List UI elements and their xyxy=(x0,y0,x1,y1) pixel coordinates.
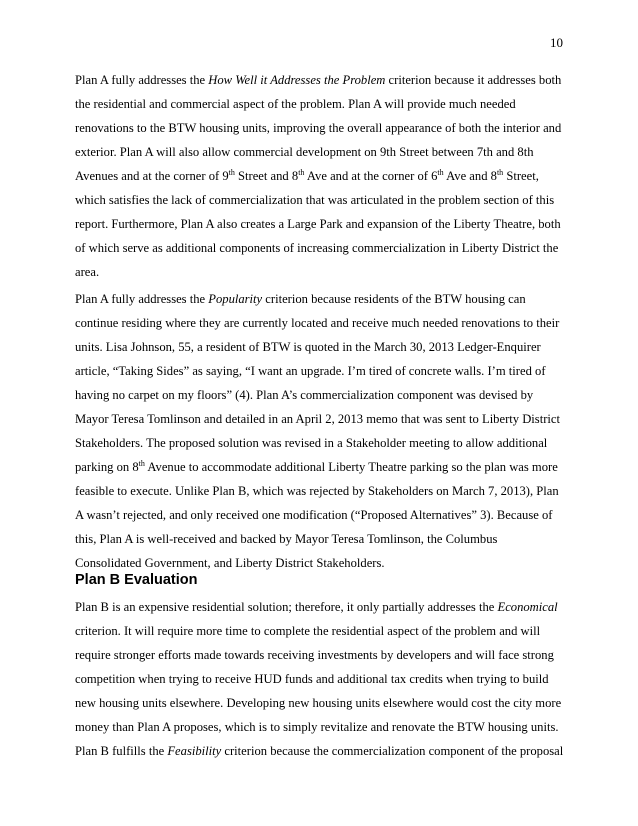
text-run: article, “Taking Sides” as saying, “I want an upgrade. I’m tired of concrete walls. I’m tired of xyxy=(75,364,546,378)
text-run: this, Plan A is well-received and backed by Mayor Teresa Tomlinson, the Columbus xyxy=(75,532,498,546)
text-run: Stakeholders. The proposed solution was revised in a Stakeholder meeting to allow additional xyxy=(75,436,548,450)
text-line xyxy=(75,715,570,739)
text-line xyxy=(75,407,570,431)
text-line xyxy=(75,619,570,643)
ordinal-suffix: th xyxy=(138,459,145,468)
text-run: criterion because the commercialization component of the proposal xyxy=(221,744,564,758)
text-run: Avenue to accommodate additional Liberty Theatre parking so the plan was more xyxy=(144,460,558,474)
text-run: Ave and at the corner of 6 xyxy=(304,169,438,183)
text-line xyxy=(75,260,570,284)
text-run: units. Lisa Johnson, 55, a resident of BTW is quoted in the March 30, 2013 Ledger-Enquirer xyxy=(75,340,541,354)
text-run: having no carpet on my floors” (4). Plan A’s commercialization component was devised by xyxy=(75,388,534,402)
text-run: parking on 8 xyxy=(75,460,139,474)
text-line xyxy=(75,691,570,715)
ordinal-suffix: th xyxy=(437,168,444,177)
text-line xyxy=(75,92,570,116)
section-heading-plan-b: Plan B Evaluation xyxy=(75,572,198,588)
text-line xyxy=(75,335,570,359)
text-run: money than Plan A proposes, which is to simply revitalize and renovate the BTW housing units. xyxy=(75,720,559,734)
text-run: report. Furthermore, Plan A also creates a Large Park and expansion of the Liberty Theatre, both xyxy=(75,217,561,231)
text-run: A wasn’t rejected, and only received one modification (“Proposed Alternatives” 3). Because of xyxy=(75,508,553,522)
text-run: of which serve as additional components of increasing commercialization in Liberty District the xyxy=(75,241,559,255)
text-run: require stronger efforts made towards receiving investments by developers and will face strong xyxy=(75,648,554,662)
ordinal-suffix: th xyxy=(228,168,235,177)
text-line xyxy=(75,287,570,311)
italic-term: Feasibility xyxy=(167,744,222,758)
italic-term: Economical xyxy=(497,600,558,614)
text-line xyxy=(75,164,570,188)
text-run: Plan A fully addresses the xyxy=(75,73,209,87)
text-run: exterior. Plan A will also allow commercial development on 9th Street between 7th and 8th xyxy=(75,145,534,159)
text-line xyxy=(75,667,570,691)
paragraph-plan-b-evaluation xyxy=(75,595,570,763)
text-run: criterion. It will require more time to complete the residential aspect of the problem and will xyxy=(75,624,541,638)
text-run: Street, xyxy=(503,169,539,183)
text-run: criterion because residents of the BTW housing can xyxy=(262,292,526,306)
ordinal-suffix: th xyxy=(496,168,504,177)
text-line xyxy=(75,527,570,551)
text-run: Plan B is an expensive residential solution; therefore, it only partially addresses the xyxy=(75,600,498,614)
text-run: the residential and commercial aspect of the problem. Plan A will provide much needed xyxy=(75,97,516,111)
text-line xyxy=(75,68,570,92)
text-run: Consolidated Government, and Liberty District Stakeholders. xyxy=(75,556,385,570)
text-line xyxy=(75,479,570,503)
text-line xyxy=(75,503,570,527)
text-line xyxy=(75,359,570,383)
text-line xyxy=(75,140,570,164)
text-line xyxy=(75,116,570,140)
text-line xyxy=(75,455,570,479)
text-run: Plan B fulfills the xyxy=(75,744,168,758)
italic-term: Popularity xyxy=(208,292,263,306)
text-run: Avenues and at the corner of 9 xyxy=(75,169,229,183)
paragraph-plan-a-problem xyxy=(75,68,570,284)
text-run: renovations to the BTW housing units, improving the overall appearance of both the interior and xyxy=(75,121,562,135)
text-line xyxy=(75,188,570,212)
text-run: Street and 8 xyxy=(234,169,299,183)
page-number: 10 xyxy=(550,35,563,50)
text-run: Mayor Teresa Tomlinson and detailed in an April 2, 2013 memo that was sent to Liberty District xyxy=(75,412,560,426)
text-line xyxy=(75,212,570,236)
text-line xyxy=(75,643,570,667)
text-run: criterion because it addresses both xyxy=(385,73,562,87)
text-line xyxy=(75,311,570,335)
italic-term: How Well it Addresses the Problem xyxy=(208,73,386,87)
text-line xyxy=(75,236,570,260)
text-run: new housing units elsewhere. Developing new housing units elsewhere would cost the city more xyxy=(75,696,562,710)
text-run: competition when trying to receive HUD funds and additional tax credits when trying to build xyxy=(75,672,549,686)
text-run: Plan A fully addresses the xyxy=(75,292,209,306)
text-line xyxy=(75,595,570,619)
text-run: feasible to execute. Unlike Plan B, which was rejected by Stakeholders on March 7, 2013), Plan xyxy=(75,484,559,498)
paragraph-plan-a-popularity xyxy=(75,287,570,575)
text-line xyxy=(75,431,570,455)
text-run: which satisfies the lack of commercialization that was articulated in the problem section of this xyxy=(75,193,555,207)
text-run: continue residing where they are currently located and receive much needed renovations to their xyxy=(75,316,560,330)
text-line xyxy=(75,739,570,763)
text-run: Ave and 8 xyxy=(443,169,497,183)
ordinal-suffix: th xyxy=(298,168,305,177)
text-line xyxy=(75,383,570,407)
text-run: area. xyxy=(75,265,100,279)
